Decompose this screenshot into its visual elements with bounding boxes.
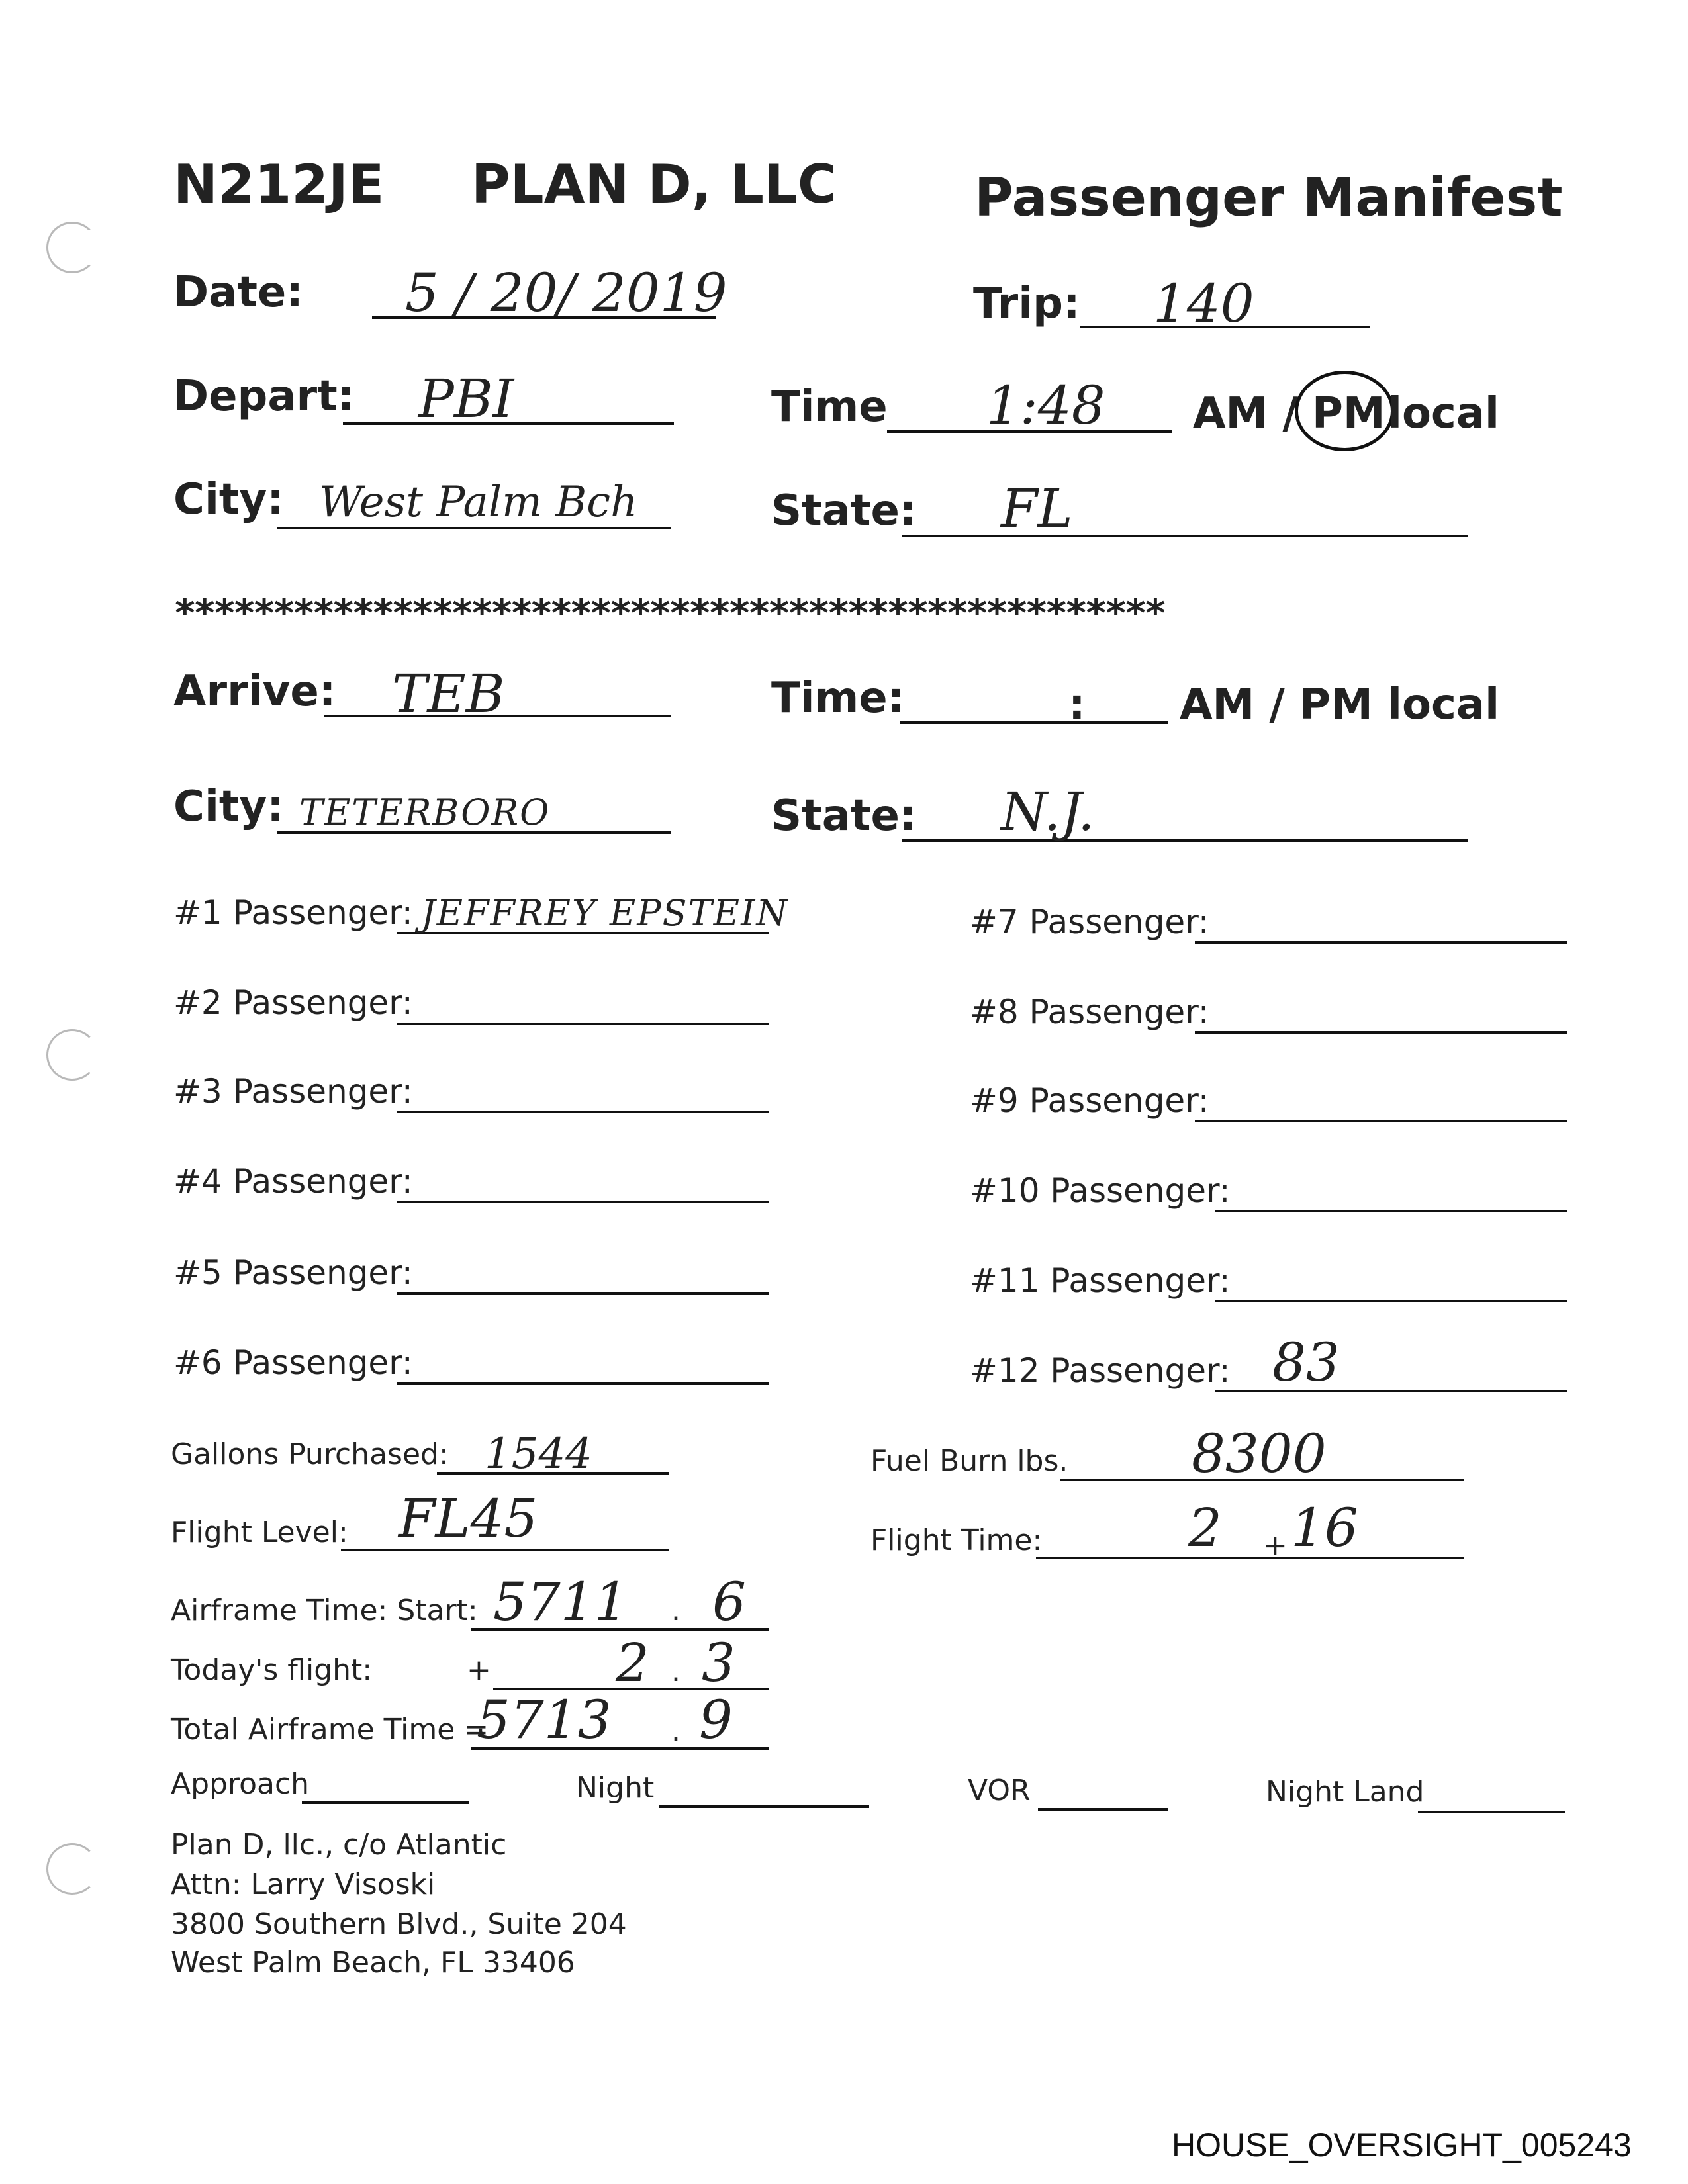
company-name: PLAN D, LLC: [471, 154, 837, 215]
date-label: Date:: [173, 268, 303, 317]
address-line-1: Plan D, llc., c/o Atlantic: [171, 1828, 507, 1862]
todays-flight-value: 2: [616, 1632, 649, 1694]
arrive-time-label: Time:: [771, 674, 905, 723]
trip-value: 140: [1153, 273, 1254, 334]
todays-flight-plus: +: [467, 1653, 491, 1687]
fuel-burn-value: 8300: [1192, 1423, 1327, 1484]
passenger-1-label: #1 Passenger:: [173, 893, 413, 932]
arrive-state-label: State:: [771, 792, 917, 841]
depart-state-label: State:: [771, 486, 917, 535]
arrive-time-colon: :: [1068, 680, 1086, 729]
address-line-4: West Palm Beach, FL 33406: [171, 1946, 575, 1979]
passenger-1-value: JEFFREY EPSTEIN: [421, 892, 789, 934]
date-value: 5 / 20/ 2019: [405, 262, 727, 324]
depart-city-line: [277, 527, 671, 529]
passenger-12-value: 83: [1272, 1332, 1340, 1393]
depart-city-label: City:: [173, 475, 284, 524]
depart-time-label: Time: [771, 383, 888, 432]
approach-line: [302, 1801, 469, 1804]
local-label: local: [1387, 389, 1499, 438]
flight-level-value: FL45: [399, 1488, 538, 1549]
passenger-12-label: #12 Passenger:: [970, 1351, 1231, 1390]
passenger-9-label: #9 Passenger:: [970, 1081, 1209, 1120]
airframe-start-label: Airframe Time: Start:: [171, 1594, 478, 1627]
todays-flight-decimal: 3: [702, 1632, 735, 1694]
arrive-value: TEB: [392, 663, 505, 725]
passenger-12-line: [1215, 1390, 1567, 1392]
passenger-2-line: [397, 1023, 769, 1025]
passenger-2-label: #2 Passenger:: [173, 983, 413, 1022]
passenger-5-label: #5 Passenger:: [173, 1253, 413, 1292]
flight-time-label: Flight Time:: [870, 1524, 1043, 1557]
am-label: AM /: [1193, 389, 1298, 438]
passenger-4-line: [397, 1201, 769, 1203]
passenger-8-line: [1195, 1031, 1567, 1034]
pm-label: PM: [1312, 389, 1385, 438]
total-airframe-dot: .: [671, 1714, 680, 1748]
section-separator: **************************************************: [173, 590, 1164, 635]
fuel-burn-label: Fuel Burn lbs.: [870, 1444, 1068, 1478]
depart-city-value: West Palm Bch: [319, 478, 638, 527]
gallons-purchased-value: 1544: [485, 1430, 592, 1479]
document-id: HOUSE_OVERSIGHT_005243: [1172, 2126, 1632, 2163]
address-line-2: Attn: Larry Visoski: [171, 1868, 436, 1901]
arrive-state-value: N.J.: [1001, 781, 1095, 842]
arrive-label: Arrive:: [173, 667, 336, 716]
passenger-7-line: [1195, 941, 1567, 944]
total-airframe-label: Total Airframe Time =: [171, 1713, 489, 1747]
trip-label: Trip:: [973, 279, 1080, 328]
binder-hole-top: [46, 222, 98, 273]
arrive-state-line: [902, 839, 1468, 842]
depart-state-line: [902, 535, 1468, 537]
vor-label: VOR: [968, 1774, 1031, 1807]
passenger-5-line: [397, 1292, 769, 1295]
arrive-ampm-label: AM / PM local: [1180, 680, 1499, 729]
binder-hole-middle: [46, 1029, 98, 1081]
passenger-11-label: #11 Passenger:: [970, 1261, 1231, 1300]
vor-line: [1038, 1808, 1168, 1811]
passenger-11-line: [1215, 1300, 1567, 1302]
airframe-start-decimal: 6: [712, 1571, 746, 1633]
passenger-6-line: [397, 1382, 769, 1385]
flight-time-plus: +: [1263, 1529, 1288, 1563]
total-airframe-decimal: 9: [699, 1689, 733, 1751]
depart-state-value: FL: [1001, 478, 1073, 539]
passenger-3-label: #3 Passenger:: [173, 1072, 413, 1111]
flight-level-label: Flight Level:: [171, 1516, 348, 1549]
depart-value: PBI: [418, 368, 514, 430]
todays-flight-label: Today's flight:: [171, 1653, 373, 1687]
depart-label: Depart:: [173, 372, 355, 421]
arrive-city-label: City:: [173, 782, 284, 831]
approach-label: Approach: [171, 1767, 310, 1801]
passenger-3-line: [397, 1111, 769, 1113]
tail-number: N212JE: [173, 154, 385, 215]
binder-hole-bottom: [46, 1843, 98, 1895]
arrive-time-line: [900, 721, 1168, 724]
flight-time-minutes: 16: [1291, 1497, 1358, 1559]
passenger-7-label: #7 Passenger:: [970, 903, 1209, 941]
total-airframe-value: 5713: [477, 1689, 612, 1751]
passenger-6-label: #6 Passenger:: [173, 1343, 413, 1382]
address-line-3: 3800 Southern Blvd., Suite 204: [171, 1907, 627, 1941]
depart-time-value: 1:48: [986, 375, 1105, 436]
passenger-4-label: #4 Passenger:: [173, 1162, 413, 1201]
passenger-8-label: #8 Passenger:: [970, 993, 1209, 1031]
pm-selection-circle: [1295, 371, 1394, 451]
night-land-line: [1418, 1811, 1565, 1813]
night-land-label: Night Land: [1266, 1775, 1425, 1809]
flight-time-line: [1036, 1557, 1464, 1559]
airframe-start-value: 5711: [493, 1571, 628, 1633]
passenger-9-line: [1195, 1120, 1567, 1122]
airframe-start-dot: .: [671, 1594, 680, 1627]
flight-time-hours: 2: [1188, 1497, 1222, 1559]
gallons-purchased-label: Gallons Purchased:: [171, 1437, 449, 1471]
passenger-10-label: #10 Passenger:: [970, 1171, 1231, 1210]
todays-flight-dot: .: [671, 1655, 680, 1688]
night-line: [659, 1805, 869, 1808]
night-label: Night: [576, 1771, 655, 1805]
page-title: Passenger Manifest: [974, 167, 1563, 228]
arrive-city-value: TETERBORO: [299, 792, 551, 833]
passenger-10-line: [1215, 1210, 1567, 1212]
